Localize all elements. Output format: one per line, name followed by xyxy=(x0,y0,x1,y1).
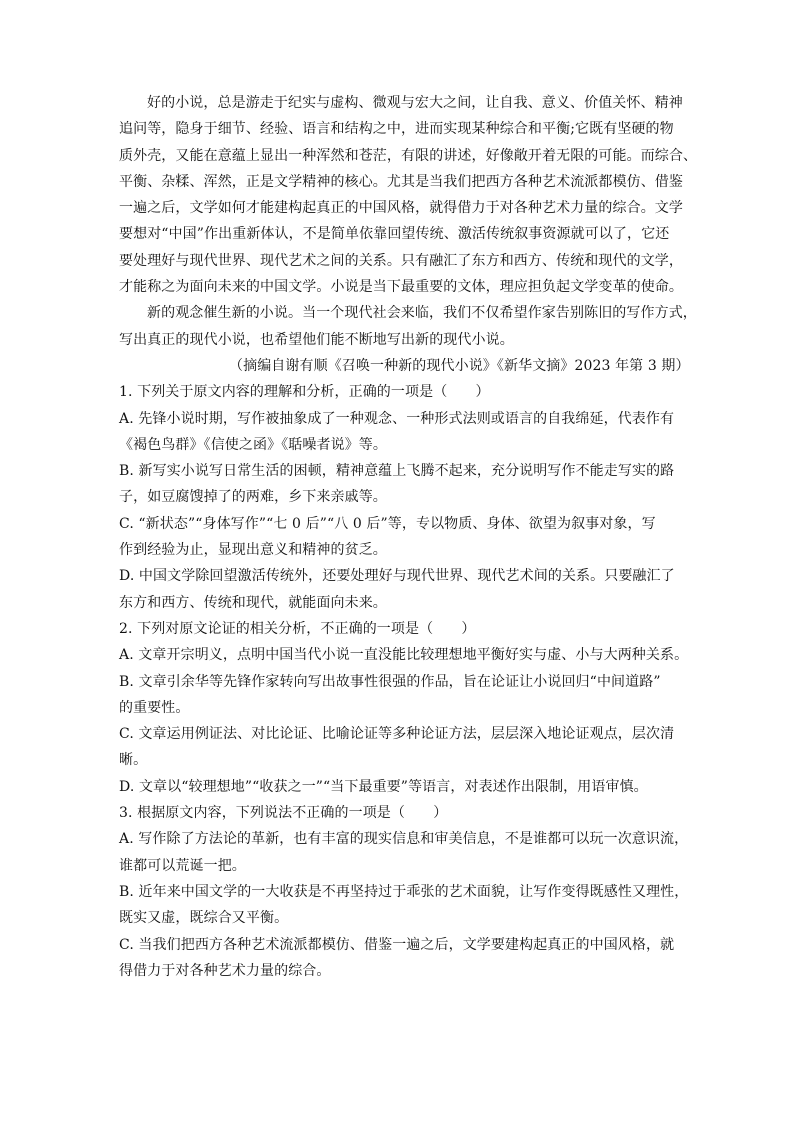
question-stem: 3. 根据原文内容，下列说法不正确的一项是（ ） xyxy=(119,805,448,822)
option-d-line-1: D. 中国文学除回望激活传统外，还要处理好与现代世界、现代艺术间的关系。只要融汇了 xyxy=(119,568,675,585)
source-citation: （摘编自谢有顺《召唤一种新的现代小说》《新华文摘》2023 年第 3 期） xyxy=(229,357,690,374)
option-b-line-2: 既实又虚，既综合又平衡。 xyxy=(119,910,289,927)
option-b-line-1: B. 近年来中国文学的一大收获是不再坚持过于乖张的艺术面貌，让写作变得既感性又理性， xyxy=(119,883,689,900)
option-a-line-2: 《褐色鸟群》《信使之函》《聒噪者说》等。 xyxy=(119,436,387,453)
question-stem: 2. 下列对原文论证的相关分析，不正确的一项是（ ） xyxy=(119,620,476,637)
text-line: 质外壳，又能在意蕴上显出一种浑然和苍茫，有限的讲述，好像敞开着无限的可能。而综合、 xyxy=(119,147,698,164)
text-line: 要想对“中国”作出重新体认，不是简单依靠回望传统、激活传统叙事资源就可以了，它还 xyxy=(119,226,670,243)
option-c-line-2: 晰。 xyxy=(119,752,148,769)
option-c-line-2: 得借力于对各种艺术力量的综合。 xyxy=(119,962,331,979)
question-1 xyxy=(119,379,679,616)
body-paragraph-1 xyxy=(119,90,698,300)
text-line: 一遍之后，文学如何才能建构起真正的中国风格，就得借力于对各种艺术力量的综合。文学 xyxy=(119,200,683,217)
option-a-line-1: A. 先锋小说时期，写作被抽象成了一种观念、一种形式法则或语言的自我绵延，代表作有 xyxy=(119,410,675,427)
option-a-line-1: A. 写作除了方法论的革新，也有丰富的现实信息和审美信息，不是谁都可以玩一次意识流， xyxy=(119,831,689,848)
body-paragraph-2 xyxy=(119,300,697,353)
option-a-line-2: 谁都可以荒诞一把。 xyxy=(119,857,246,874)
question-3 xyxy=(119,800,689,984)
document-page xyxy=(119,90,698,984)
option-d-line-1: D. 文章以“较理想地”“收获之一”“当下最重要”等语言，对表述作出限制，用语审慎。 xyxy=(119,778,648,795)
option-c-line-2: 作到经验为止，显现出意义和精神的贫乏。 xyxy=(119,542,387,559)
text-line: 追问等，隐身于细节、经验、语言和结构之中，进而实现某种综合和平衡;它既有坚硬的物 xyxy=(119,121,674,138)
option-b-line-2: 子，如豆腐馊掉了的两难，乡下来亲戚等。 xyxy=(119,489,387,506)
text-line: 写出真正的现代小说，也希望他们能不断地写出新的现代小说。 xyxy=(119,331,514,348)
option-c-line-1: C. “新状态”“身体写作”“七 0 后”“八 0 后”等，专以物质、身体、欲望为叙事对象，写 xyxy=(119,515,656,532)
option-b-line-1: B. 新写实小说写日常生活的困顿，精神意蕴上飞腾不起来，充分说明写作不能走写实的路 xyxy=(119,463,675,480)
text-line: 好的小说，总是游走于纪实与虚构、微观与宏大之间，让自我、意义、价值关怀、精神 xyxy=(147,95,683,111)
option-c-line-1: C. 当我们把西方各种艺术流派都模仿、借鉴一遍之后，文学要建构起真正的中国风格，就 xyxy=(119,936,675,953)
text-line: 才能称之为面向未来的中国文学。小说是当下最重要的文体，理应担负起文学变革的使命。 xyxy=(119,279,683,296)
option-b-line-1: B. 文章引余华等先锋作家转向写出故事性很强的作品，旨在论证让小说回归“中间道路” xyxy=(119,673,661,690)
question-2 xyxy=(119,616,689,800)
text-line: 要处理好与现代世界、现代艺术之间的关系。只有融汇了东方和西方、传统和现代的文学， xyxy=(119,252,683,269)
question-stem: 1. 下列关于原文内容的理解和分析，正确的一项是（ ） xyxy=(119,384,490,401)
option-d-line-2: 东方和西方、传统和现代，就能面向未来。 xyxy=(119,594,387,611)
option-a-line-1: A. 文章开宗明义，点明中国当代小说一直没能比较理想地平衡好实与虚、小与大两种关系。 xyxy=(119,647,689,664)
option-c-line-1: C. 文章运用例证法、对比论证、比喻论证等多种论证方法，层层深入地论证观点，层次清 xyxy=(119,726,675,743)
option-b-line-2: 的重要性。 xyxy=(119,699,190,716)
text-line: 新的观念催生新的小说。当一个现代社会来临，我们不仅希望作家告别陈旧的写作方式， xyxy=(147,305,697,322)
text-line: 平衡、杂糅、浑然，正是文学精神的核心。尤其是当我们把西方各种艺术流派都模仿、借鉴 xyxy=(119,173,683,190)
